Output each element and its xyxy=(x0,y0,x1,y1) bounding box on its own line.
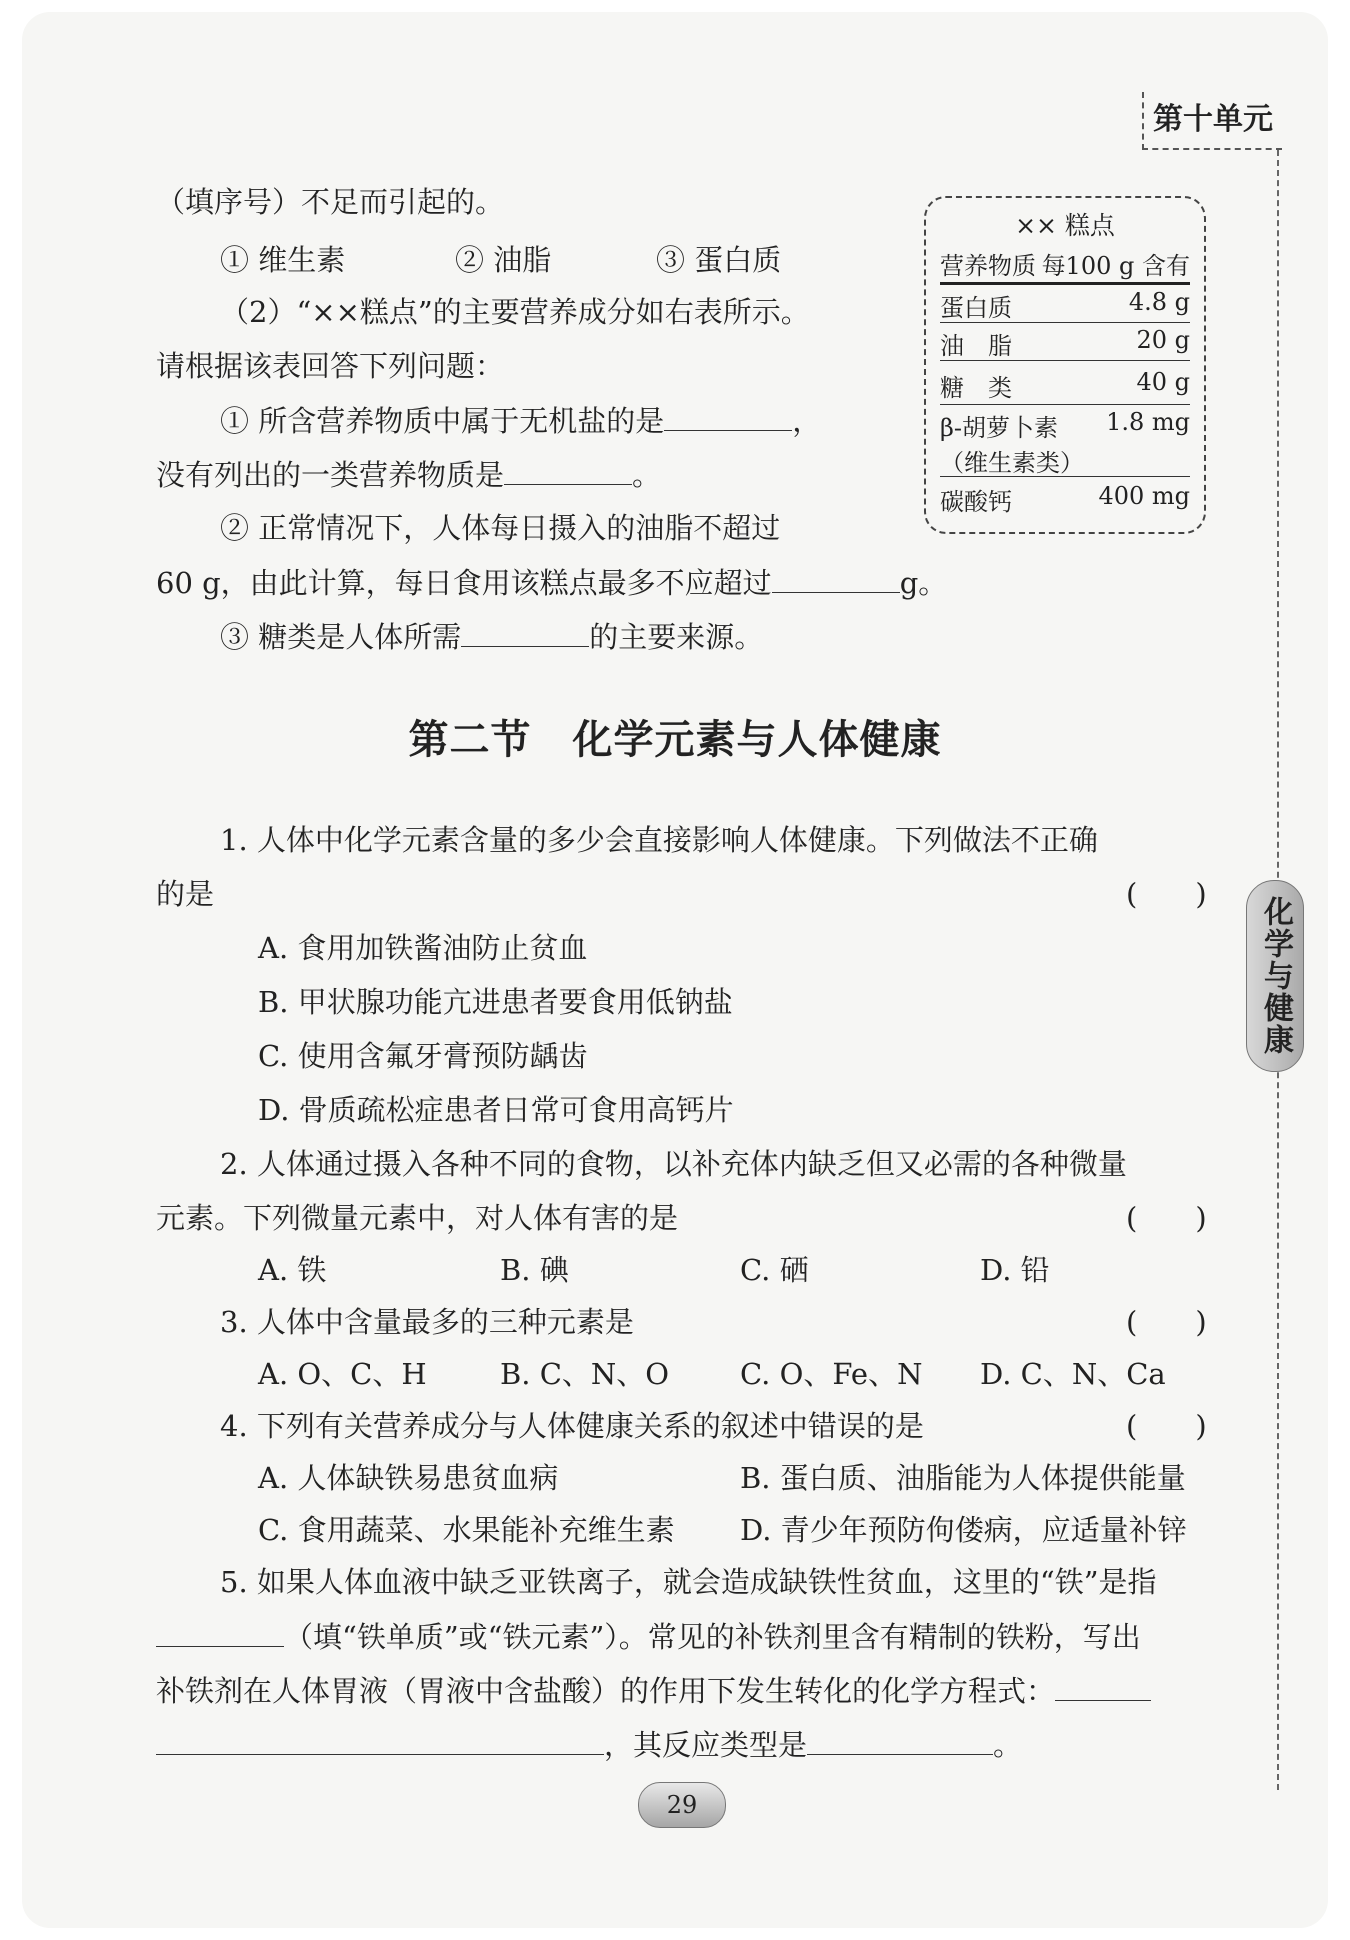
header-right: 每100 g 含有 xyxy=(1041,252,1190,280)
answer-blank[interactable] xyxy=(156,1724,604,1755)
option-3: ③ 蛋白质 xyxy=(656,243,782,277)
question-1-option: B. 甲状腺功能亢进患者要食用低钠盐 xyxy=(258,985,733,1019)
question-2-option: A. 铁 xyxy=(258,1253,327,1287)
answer-blank[interactable] xyxy=(664,400,792,431)
answer-parentheses[interactable]: ( ) xyxy=(1126,1201,1207,1235)
section-title: 第二节 化学元素与人体健康 xyxy=(408,717,942,763)
page-number: 29 xyxy=(638,1782,726,1828)
question-2-option: D. 铅 xyxy=(980,1253,1050,1287)
text-line: （2）“××糕点”的主要营养成分如右表所示。 xyxy=(220,295,810,329)
question-1-option: C. 使用含氟牙膏预防龋齿 xyxy=(258,1039,588,1073)
question-2-option: C. 硒 xyxy=(740,1253,809,1287)
table-rule xyxy=(940,476,1190,477)
nutrition-table-header xyxy=(940,246,1190,281)
answer-blank[interactable] xyxy=(461,616,589,647)
question-3-option: C. O、Fe、N xyxy=(740,1357,923,1391)
question-1-text: 的是 xyxy=(156,877,215,911)
question-3-text: 3. 人体中含量最多的三种元素是 xyxy=(220,1305,634,1339)
text-line: 没有列出的一类营养物质是 。 xyxy=(156,454,661,495)
unit-header: 第十单元 xyxy=(1142,92,1282,150)
text-line: ③ 糖类是人体所需 的主要来源。 xyxy=(220,616,763,657)
text-line: 60 g，由此计算，每日食用该糕点最多不应超过 g。 xyxy=(156,562,947,603)
answer-blank[interactable] xyxy=(156,1616,284,1647)
answer-parentheses[interactable]: ( ) xyxy=(1126,1305,1207,1339)
table-rule xyxy=(940,404,1190,405)
answer-blank[interactable] xyxy=(807,1724,993,1755)
question-5-text: （填“铁单质”或“铁元素”）。常见的补铁剂里含有精制的铁粉，写出 xyxy=(156,1616,1141,1657)
answer-blank[interactable] xyxy=(1055,1670,1151,1701)
side-tab-label: 化学与健康 xyxy=(1246,880,1304,1072)
nutrition-table xyxy=(924,196,1206,534)
question-4-option: B. 蛋白质、油脂能为人体提供能量 xyxy=(740,1461,1186,1495)
table-row: 碳酸钙 400 mg xyxy=(940,482,1190,516)
question-4-option: A. 人体缺铁易患贫血病 xyxy=(258,1461,559,1495)
question-4-option: D. 青少年预防佝偻病，应适量补锌 xyxy=(740,1513,1187,1547)
answer-blank[interactable] xyxy=(504,454,632,485)
option-1: ① 维生素 xyxy=(220,243,346,277)
question-2-text: 元素。下列微量元素中，对人体有害的是 xyxy=(156,1201,679,1235)
question-3-option: A. O、C、H xyxy=(258,1357,427,1391)
question-1-option: A. 食用加铁酱油防止贫血 xyxy=(258,931,588,965)
question-1-option: D. 骨质疏松症患者日常可食用高钙片 xyxy=(258,1093,734,1127)
question-3-option: B. C、N、O xyxy=(500,1357,670,1391)
question-4-option: C. 食用蔬菜、水果能补充维生素 xyxy=(258,1513,675,1547)
option-2: ② 油脂 xyxy=(455,243,552,277)
table-rule xyxy=(940,322,1190,323)
text-line: ② 正常情况下，人体每日摄入的油脂不超过 xyxy=(220,511,781,545)
question-4-text: 4. 下列有关营养成分与人体健康关系的叙述中错误的是 xyxy=(220,1409,924,1443)
question-5-text: 5. 如果人体血液中缺乏亚铁离子，就会造成缺铁性贫血，这里的“铁”是指 xyxy=(220,1565,1157,1599)
question-2-text: 2. 人体通过摄入各种不同的食物，以补充体内缺乏但又必需的各种微量 xyxy=(220,1147,1127,1181)
table-row: 油 脂 20 g xyxy=(940,326,1190,360)
table-rule xyxy=(940,282,1190,285)
text-line: （填序号）不足而引起的。 xyxy=(156,185,505,219)
question-1-text: 1. 人体中化学元素含量的多少会直接影响人体健康。下列做法不正确 xyxy=(220,823,1098,857)
question-5-text: 补铁剂在人体胃液（胃液中含盐酸）的作用下发生转化的化学方程式： xyxy=(156,1670,1151,1711)
answer-parentheses[interactable]: ( ) xyxy=(1126,1409,1207,1443)
nutrition-table-title: ×× 糕点 xyxy=(1015,211,1115,240)
question-5-text: ，其反应类型是 。 xyxy=(156,1724,1022,1765)
text-line: 请根据该表回答下列问题： xyxy=(156,349,505,383)
table-rule xyxy=(940,360,1190,361)
header-left: 营养物质 xyxy=(940,252,1036,280)
text-line: ① 所含营养物质中属于无机盐的是 ， xyxy=(220,400,821,441)
question-3-option: D. C、N、Ca xyxy=(980,1357,1166,1391)
answer-parentheses[interactable]: ( ) xyxy=(1126,877,1207,911)
table-row: 糖 类 40 g xyxy=(940,368,1190,402)
table-row: 蛋白质 4.8 g xyxy=(940,288,1190,322)
question-2-option: B. 碘 xyxy=(500,1253,569,1287)
table-row: β-胡萝卜素 （维生素类） 1.8 mg xyxy=(940,408,1190,477)
answer-blank[interactable] xyxy=(772,562,900,593)
